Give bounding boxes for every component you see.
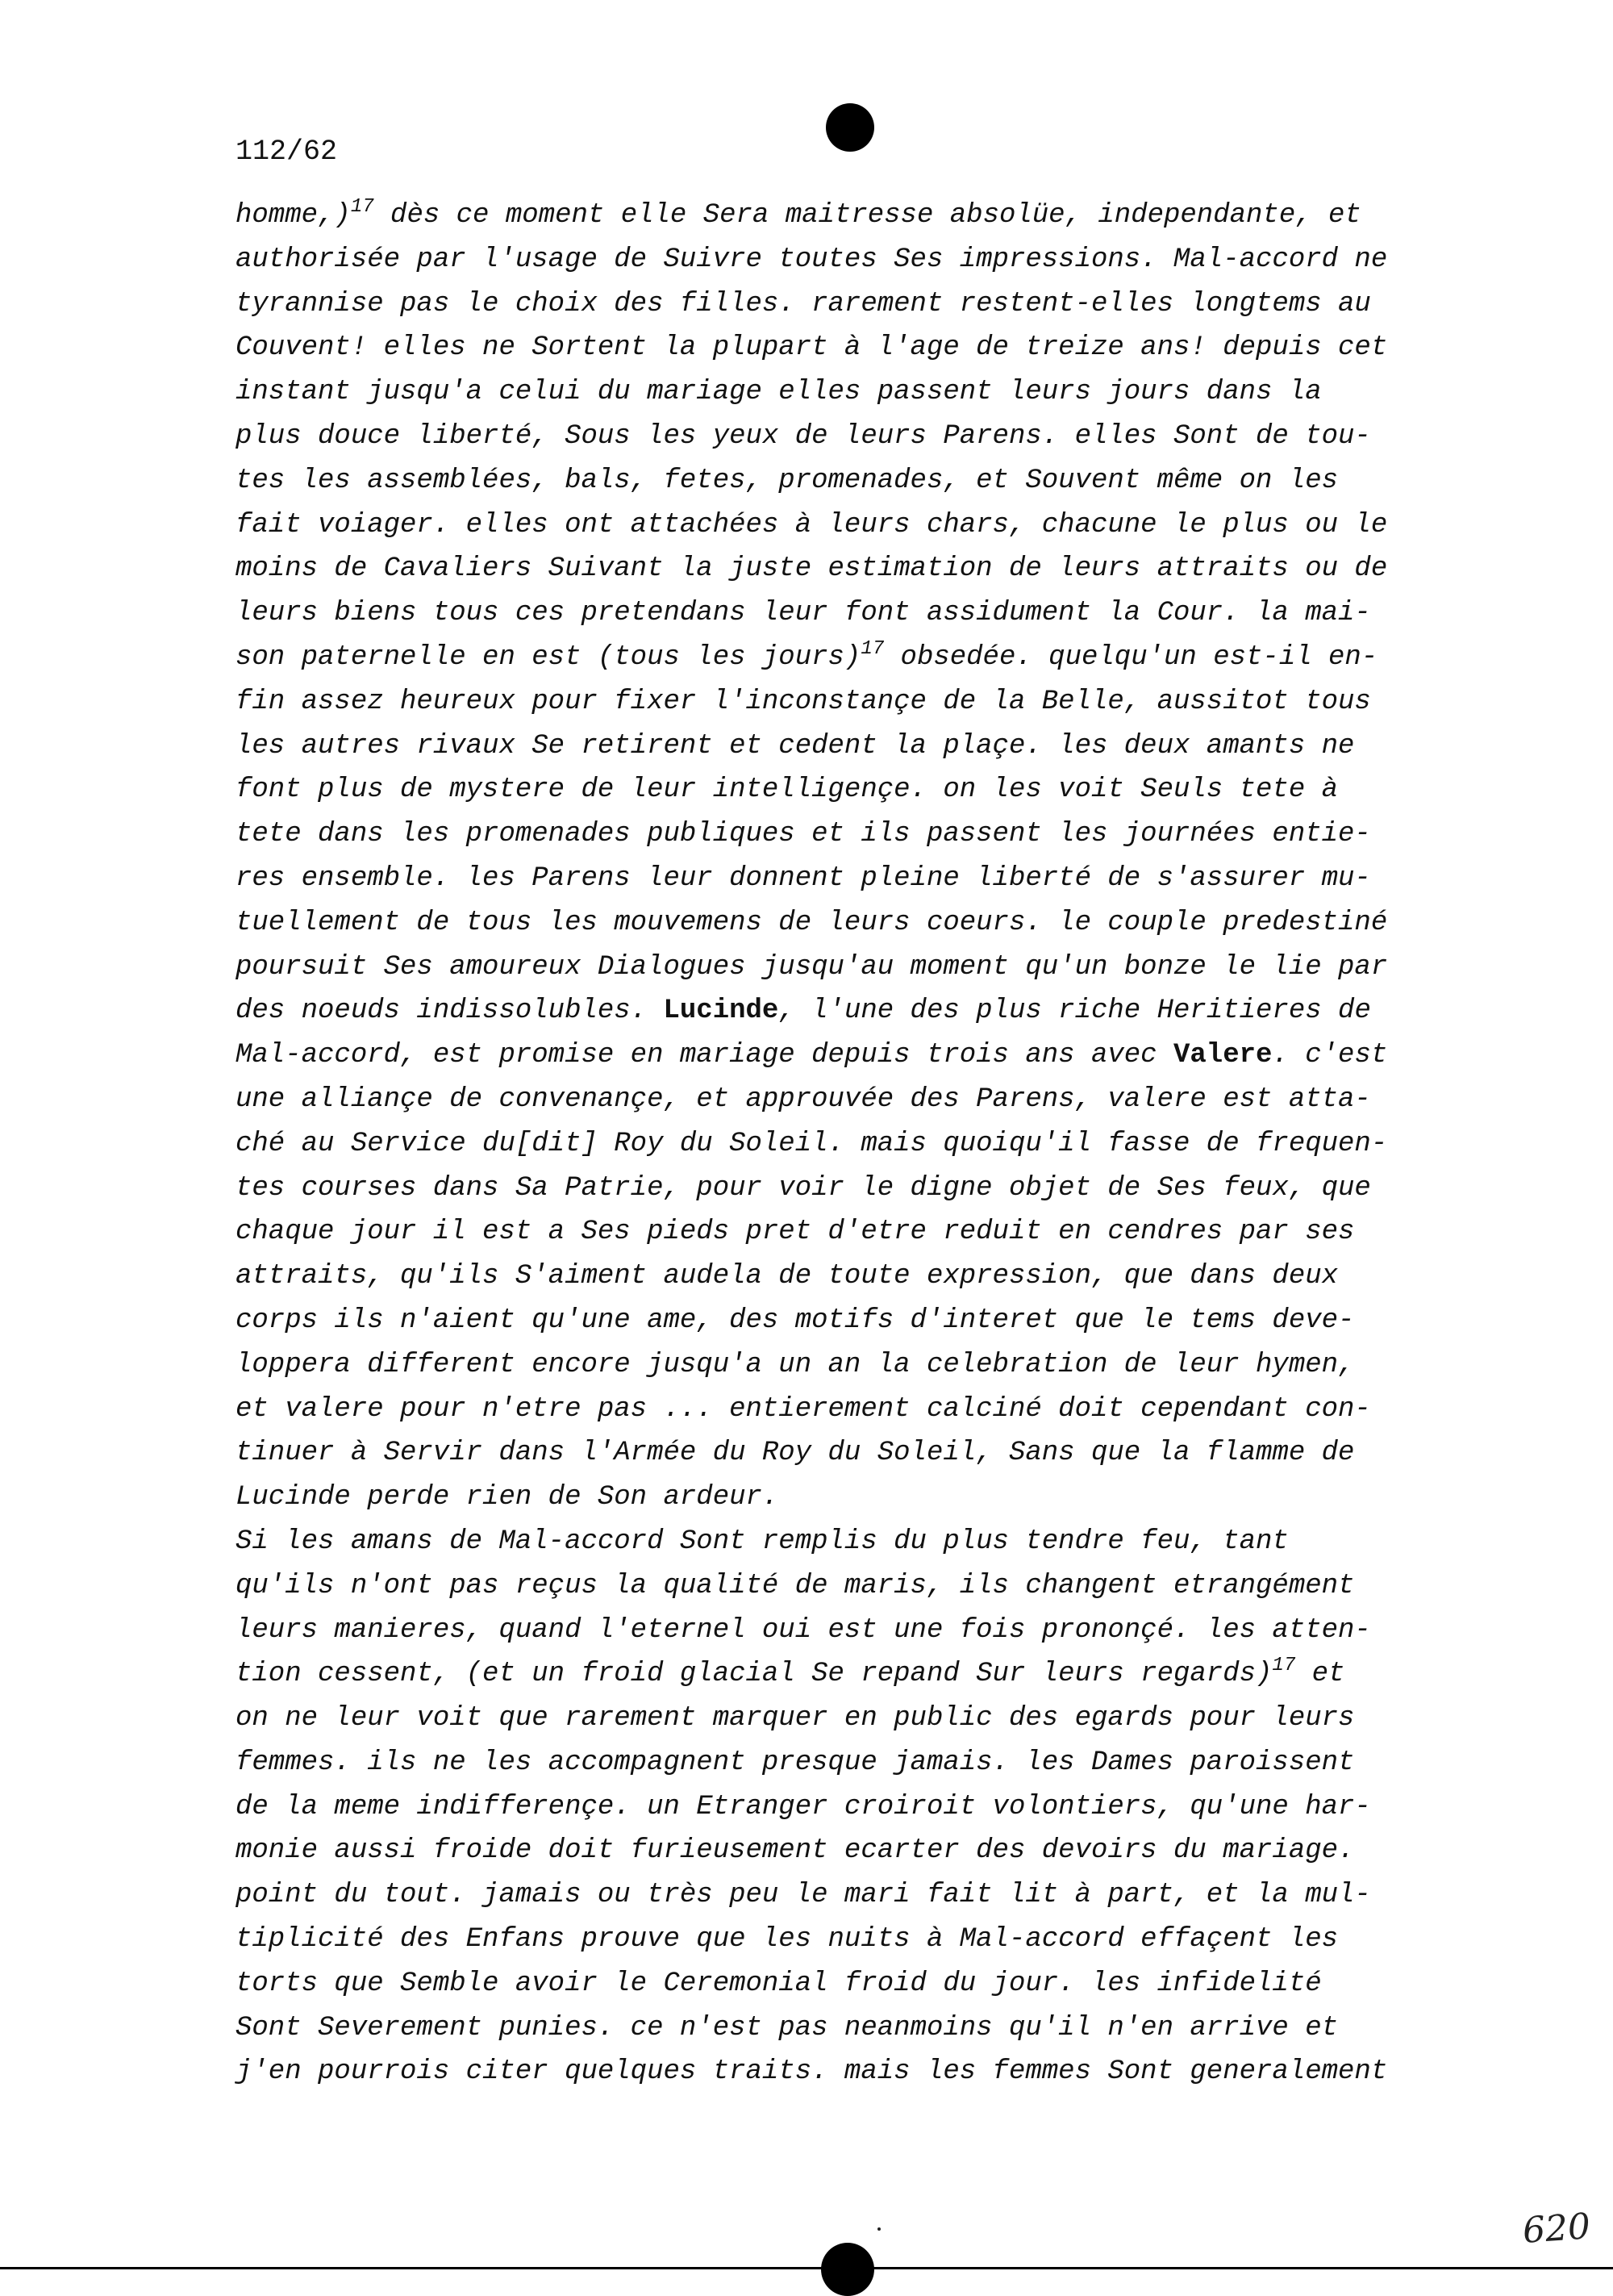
text-line [235, 768, 1566, 812]
text-line [235, 1476, 1566, 1520]
text-run: femmes. ils ne les accompagnent presque jamais. les Dames paroissent [235, 1747, 1355, 1778]
text-line [235, 415, 1566, 459]
text-line [235, 989, 1566, 1033]
text-run: son paternelle en est (tous les jours) [235, 641, 861, 673]
footnote-marker: 17 [861, 637, 885, 660]
punch-hole-mark-bottom [821, 2243, 874, 2296]
text-line [235, 1254, 1566, 1299]
footnote-marker: 17 [350, 195, 374, 218]
text-run: moins de Cavaliers Suivant la juste estimation de leurs attraits ou de [235, 553, 1388, 585]
text-line [235, 503, 1566, 548]
text-line [235, 1652, 1566, 1697]
text-run: Couvent! elles ne Sortent la plupart à l'age de treize ans! depuis cet [235, 332, 1388, 364]
text-run: tinuer à Servir dans l'Armée du Roy du Soleil, Sans que la flamme de [235, 1438, 1355, 1469]
name-emphasis: Valere [1173, 1040, 1273, 1071]
folio-number: 620 [1521, 2206, 1592, 2252]
text-line [235, 1431, 1566, 1476]
text-run: qu'ils n'ont pas reçus la qualité de maris, ils changent etrangément [235, 1570, 1355, 1601]
text-run: plus douce liberté, Sous les yeux de leurs Parens. elles Sont de tou- [235, 420, 1371, 452]
text-run: les autres rivaux Se retirent et cedent la plaçe. les deux amants ne [235, 730, 1355, 762]
text-line [235, 1741, 1566, 1785]
text-run: tiplicité des Enfans prouve que les nuits à Mal-accord effaçent les [235, 1924, 1339, 1956]
text-line [235, 459, 1566, 503]
text-line [235, 680, 1566, 724]
text-run: tyrannise pas le choix des filles. rarement restent-elles longtems au [235, 288, 1371, 319]
text-line [235, 1122, 1566, 1167]
text-line [235, 370, 1566, 415]
text-run: Si les amans de Mal-accord Sont remplis du plus tendre feu, tant [235, 1526, 1289, 1557]
text-run: loppera different encore jusqu'a un an la celebration de leur hymen, [235, 1349, 1355, 1380]
text-line [235, 238, 1566, 282]
text-line [235, 1609, 1566, 1653]
text-run: et valere pour n'etre pas ... entierement calciné doit cependant con- [235, 1393, 1371, 1425]
text-run: res ensemble. les Parens leur donnent pleine liberté de s'assurer mu- [235, 862, 1371, 894]
text-line [235, 326, 1566, 370]
text-line [235, 1564, 1566, 1609]
text-line [235, 194, 1566, 238]
text-line [235, 1078, 1566, 1122]
text-line [235, 1033, 1566, 1078]
text-run: obsedée. quelqu'un est-il en- [884, 641, 1378, 673]
text-run: leurs biens tous ces pretendans leur font assidument la Cour. la mai- [235, 598, 1371, 629]
text-run: leurs manieres, quand l'eternel oui est une fois prononçé. les atten- [235, 1614, 1371, 1646]
text-run: une alliançe de convenançe, et approuvée des Parens, valere est atta- [235, 1083, 1371, 1115]
text-run: homme,) [235, 200, 351, 231]
text-run: instant jusqu'a celui du mariage elles passent leurs jours dans la [235, 377, 1322, 408]
text-run: point du tout. jamais ou très peu le mari fait lit à part, et la mul- [235, 1880, 1371, 1911]
text-line [235, 591, 1566, 636]
text-run: Lucinde perde rien de Son ardeur. [235, 1482, 779, 1513]
text-line [235, 1785, 1566, 1830]
text-run: Sont Severement punies. ce n'est pas neanmoins qu'il n'en arrive et [235, 2012, 1339, 2043]
speck-mark [877, 2227, 881, 2231]
text-run: tes les assemblées, bals, fetes, promenades, et Souvent même on les [235, 465, 1339, 496]
text-line [235, 1520, 1566, 1564]
text-run: Mal-accord, est promise en mariage depuis trois ans avec [235, 1040, 1173, 1071]
text-run: attraits, qu'ils S'aiment audela de toute expression, que dans deux [235, 1261, 1339, 1292]
text-line [235, 636, 1566, 680]
page-bottom-edge [0, 2267, 1613, 2269]
text-run: et [1295, 1659, 1345, 1690]
text-run: fin assez heureux pour fixer l'inconstançe de la Belle, aussitot tous [235, 686, 1371, 717]
text-line [235, 547, 1566, 591]
body-text [235, 194, 1566, 2094]
text-line [235, 1167, 1566, 1211]
text-run: de la meme indifferençe. un Etranger croiroit volontiers, qu'une har- [235, 1791, 1371, 1822]
text-line [235, 1873, 1566, 1918]
punch-hole-mark [826, 103, 874, 152]
text-line [235, 1918, 1566, 1962]
text-line [235, 724, 1566, 769]
text-line [235, 1388, 1566, 1432]
text-run: , l'une des plus riche Heritieres de [778, 996, 1371, 1027]
text-run: authorisée par l'usage de Suivre toutes Ses impressions. Mal-accord ne [235, 244, 1388, 275]
text-line [235, 857, 1566, 901]
text-run: font plus de mystere de leur intelligençe. on les voit Seuls tete à [235, 774, 1339, 806]
text-run: chaque jour il est a Ses pieds pret d'etre reduit en cendres par ses [235, 1217, 1355, 1248]
text-line [235, 2006, 1566, 2051]
text-line [235, 812, 1566, 857]
text-run: j'en pourrois citer quelques traits. mais les femmes Sont generalement [235, 2056, 1388, 2088]
text-run: monie aussi froide doit furieusement ecarter des devoirs du mariage. [235, 1835, 1355, 1867]
page-reference: 112/62 [235, 136, 338, 168]
text-run: . c'est [1272, 1040, 1388, 1071]
text-run: tion cessent, (et un froid glacial Se repand Sur leurs regards) [235, 1659, 1273, 1690]
text-run: des noeuds indissolubles. [235, 996, 664, 1027]
text-run: dès ce moment elle Sera maitresse absolüe, independante, et [373, 200, 1361, 231]
text-run: ché au Service du[dit] Roy du Soleil. mais quoiqu'il fasse de frequen- [235, 1128, 1388, 1159]
text-line [235, 1299, 1566, 1343]
footnote-marker: 17 [1272, 1655, 1296, 1677]
text-run: corps ils n'aient qu'une ame, des motifs d'interet que le tems deve- [235, 1305, 1355, 1336]
text-run: tete dans les promenades publiques et ils passent les journées entie- [235, 819, 1371, 850]
text-run: tes courses dans Sa Patrie, pour voir le digne objet de Ses feux, que [235, 1172, 1371, 1204]
text-line [235, 282, 1566, 327]
text-line [235, 1962, 1566, 2006]
text-run: on ne leur voit que rarement marquer en public des egards pour leurs [235, 1703, 1355, 1735]
text-line [235, 946, 1566, 990]
text-line [235, 901, 1566, 946]
text-run: fait voiager. elles ont attachées à leurs chars, chacune le plus ou le [235, 509, 1388, 541]
name-emphasis: Lucinde [663, 996, 779, 1027]
text-line [235, 2050, 1566, 2094]
text-run: torts que Semble avoir le Ceremonial froid du jour. les infidelité [235, 1968, 1322, 1999]
text-run: poursuit Ses amoureux Dialogues jusqu'au moment qu'un bonze le lie par [235, 951, 1388, 983]
text-line [235, 1210, 1566, 1254]
text-line [235, 1829, 1566, 1873]
text-line [235, 1343, 1566, 1388]
text-line [235, 1697, 1566, 1741]
text-run: tuellement de tous les mouvemens de leurs coeurs. le couple predestiné [235, 907, 1388, 938]
